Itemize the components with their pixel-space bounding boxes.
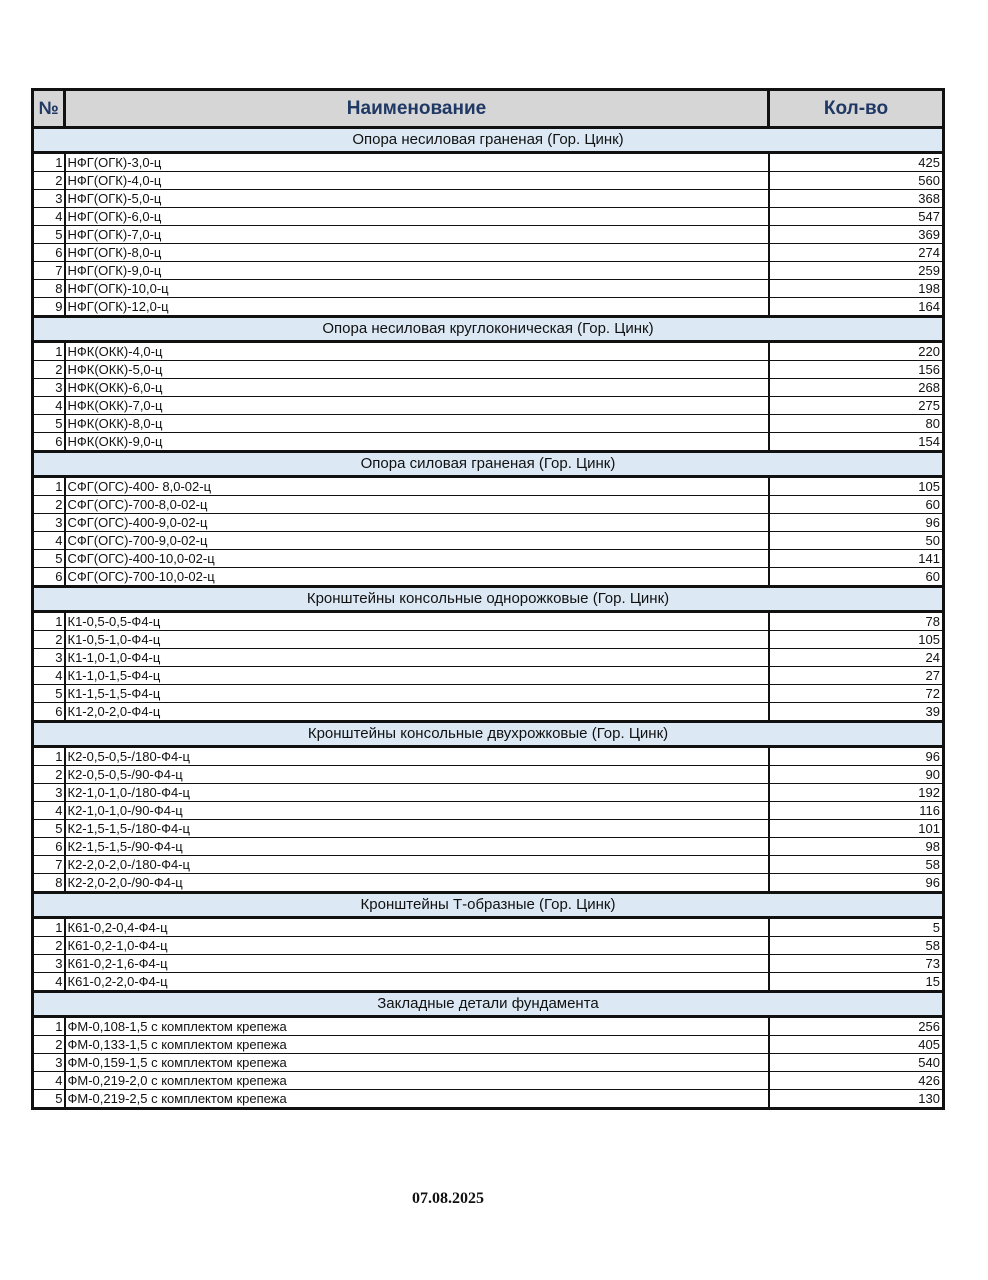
table-row [33, 937, 944, 955]
product-quantity: 425 [769, 153, 944, 172]
product-quantity: 369 [769, 226, 944, 244]
stock-sheet [31, 88, 942, 1110]
product-name: НФГ(ОГК)-10,0-ц [65, 280, 769, 298]
product-name: К1-0,5-0,5-Ф4-ц [65, 612, 769, 631]
section-header-row [33, 587, 944, 612]
table-row [33, 612, 944, 631]
row-number: 1 [33, 918, 65, 937]
row-number: 1 [33, 477, 65, 496]
row-number: 6 [33, 244, 65, 262]
table-row [33, 244, 944, 262]
product-quantity: 96 [769, 747, 944, 766]
table-row [33, 342, 944, 361]
document-date: 07.08.2025 [412, 1190, 484, 1207]
table-row [33, 379, 944, 397]
product-name: НФГ(ОГК)-5,0-ц [65, 190, 769, 208]
table-row [33, 172, 944, 190]
row-number: 4 [33, 802, 65, 820]
product-quantity: 154 [769, 433, 944, 452]
product-quantity: 275 [769, 397, 944, 415]
product-quantity: 78 [769, 612, 944, 631]
product-quantity: 192 [769, 784, 944, 802]
row-number: 9 [33, 298, 65, 317]
row-number: 3 [33, 379, 65, 397]
table-row [33, 550, 944, 568]
row-number: 5 [33, 685, 65, 703]
product-quantity: 39 [769, 703, 944, 722]
product-quantity: 274 [769, 244, 944, 262]
table-row [33, 496, 944, 514]
section-title: Кронштейны консольные однорожковые (Гор. Цинк) [33, 587, 944, 612]
section-header-row [33, 128, 944, 153]
product-name: НФК(ОКК)-4,0-ц [65, 342, 769, 361]
row-number: 5 [33, 226, 65, 244]
product-quantity: 540 [769, 1054, 944, 1072]
product-name: НФК(ОКК)-6,0-ц [65, 379, 769, 397]
product-name: НФК(ОКК)-8,0-ц [65, 415, 769, 433]
product-quantity: 268 [769, 379, 944, 397]
product-quantity: 27 [769, 667, 944, 685]
product-name: НФГ(ОГК)-6,0-ц [65, 208, 769, 226]
table-row [33, 190, 944, 208]
row-number: 6 [33, 838, 65, 856]
product-quantity: 141 [769, 550, 944, 568]
header-row [33, 90, 944, 128]
product-name: К2-0,5-0,5-/180-Ф4-ц [65, 747, 769, 766]
table-row [33, 477, 944, 496]
product-name: НФК(ОКК)-7,0-ц [65, 397, 769, 415]
product-quantity: 256 [769, 1017, 944, 1036]
row-number: 4 [33, 973, 65, 992]
product-name: К2-1,0-1,0-/180-Ф4-ц [65, 784, 769, 802]
table-row [33, 1072, 944, 1090]
product-quantity: 60 [769, 568, 944, 587]
product-quantity: 5 [769, 918, 944, 937]
table-row [33, 667, 944, 685]
row-number: 4 [33, 397, 65, 415]
product-quantity: 58 [769, 937, 944, 955]
row-number: 6 [33, 703, 65, 722]
product-name: К61-0,2-2,0-Ф4-ц [65, 973, 769, 992]
product-name: НФК(ОКК)-9,0-ц [65, 433, 769, 452]
table-row [33, 918, 944, 937]
row-number: 2 [33, 496, 65, 514]
product-quantity: 198 [769, 280, 944, 298]
product-name: К61-0,2-1,6-Ф4-ц [65, 955, 769, 973]
stock-table [31, 88, 945, 1110]
product-name: НФГ(ОГК)-8,0-ц [65, 244, 769, 262]
table-row [33, 280, 944, 298]
row-number: 1 [33, 1017, 65, 1036]
product-quantity: 24 [769, 649, 944, 667]
row-number: 2 [33, 766, 65, 784]
table-row [33, 747, 944, 766]
table-row [33, 1054, 944, 1072]
product-quantity: 156 [769, 361, 944, 379]
product-quantity: 164 [769, 298, 944, 317]
product-quantity: 58 [769, 856, 944, 874]
section-header-row [33, 893, 944, 918]
row-number: 3 [33, 190, 65, 208]
table-row [33, 766, 944, 784]
column-header-number: № [33, 90, 65, 128]
table-row [33, 514, 944, 532]
row-number: 7 [33, 262, 65, 280]
row-number: 4 [33, 1072, 65, 1090]
product-quantity: 426 [769, 1072, 944, 1090]
row-number: 4 [33, 208, 65, 226]
table-row [33, 838, 944, 856]
row-number: 7 [33, 856, 65, 874]
product-name: К1-0,5-1,0-Ф4-ц [65, 631, 769, 649]
table-row [33, 631, 944, 649]
product-quantity: 405 [769, 1036, 944, 1054]
row-number: 3 [33, 514, 65, 532]
product-name: К2-1,0-1,0-/90-Ф4-ц [65, 802, 769, 820]
table-row [33, 208, 944, 226]
table-row [33, 802, 944, 820]
section-header-row [33, 452, 944, 477]
section-header-row [33, 992, 944, 1017]
product-quantity: 560 [769, 172, 944, 190]
table-row [33, 856, 944, 874]
section-title: Опора несиловая круглоконическая (Гор. Цинк) [33, 317, 944, 342]
row-number: 2 [33, 1036, 65, 1054]
table-row [33, 784, 944, 802]
product-quantity: 105 [769, 631, 944, 649]
product-quantity: 90 [769, 766, 944, 784]
row-number: 2 [33, 361, 65, 379]
product-name: К1-1,5-1,5-Ф4-ц [65, 685, 769, 703]
row-number: 1 [33, 612, 65, 631]
table-row [33, 1036, 944, 1054]
product-quantity: 547 [769, 208, 944, 226]
table-row [33, 361, 944, 379]
product-name: К2-2,0-2,0-/180-Ф4-ц [65, 856, 769, 874]
product-quantity: 60 [769, 496, 944, 514]
product-name: НФК(ОКК)-5,0-ц [65, 361, 769, 379]
product-name: ФМ-0,219-2,0 с комплектом крепежа [65, 1072, 769, 1090]
row-number: 4 [33, 667, 65, 685]
product-quantity: 96 [769, 874, 944, 893]
section-header-row [33, 722, 944, 747]
section-title: Опора несиловая граненая (Гор. Цинк) [33, 128, 944, 153]
row-number: 3 [33, 649, 65, 667]
table-row [33, 649, 944, 667]
product-name: К61-0,2-0,4-Ф4-ц [65, 918, 769, 937]
product-quantity: 101 [769, 820, 944, 838]
product-name: К2-0,5-0,5-/90-Ф4-ц [65, 766, 769, 784]
table-row [33, 955, 944, 973]
product-name: СФГ(ОГС)-400- 8,0-02-ц [65, 477, 769, 496]
table-row [33, 1090, 944, 1109]
product-name: НФГ(ОГК)-3,0-ц [65, 153, 769, 172]
product-name: НФГ(ОГК)-12,0-ц [65, 298, 769, 317]
product-name: НФГ(ОГК)-9,0-ц [65, 262, 769, 280]
product-name: СФГ(ОГС)-400-10,0-02-ц [65, 550, 769, 568]
row-number: 6 [33, 568, 65, 587]
table-row [33, 153, 944, 172]
product-name: К1-2,0-2,0-Ф4-ц [65, 703, 769, 722]
row-number: 8 [33, 874, 65, 893]
row-number: 2 [33, 172, 65, 190]
section-title: Кронштейны консольные двухрожковые (Гор. Цинк) [33, 722, 944, 747]
row-number: 3 [33, 1054, 65, 1072]
product-name: К1-1,0-1,0-Ф4-ц [65, 649, 769, 667]
product-quantity: 116 [769, 802, 944, 820]
table-row [33, 874, 944, 893]
row-number: 4 [33, 532, 65, 550]
product-quantity: 220 [769, 342, 944, 361]
product-quantity: 105 [769, 477, 944, 496]
product-name: К2-2,0-2,0-/90-Ф4-ц [65, 874, 769, 893]
section-header-row [33, 317, 944, 342]
product-quantity: 80 [769, 415, 944, 433]
row-number: 2 [33, 631, 65, 649]
product-name: ФМ-0,159-1,5 с комплектом крепежа [65, 1054, 769, 1072]
row-number: 1 [33, 342, 65, 361]
section-title: Опора силовая граненая (Гор. Цинк) [33, 452, 944, 477]
table-row [33, 973, 944, 992]
product-quantity: 50 [769, 532, 944, 550]
table-row [33, 703, 944, 722]
row-number: 5 [33, 820, 65, 838]
table-row [33, 262, 944, 280]
product-name: ФМ-0,108-1,5 с комплектом крепежа [65, 1017, 769, 1036]
product-name: НФГ(ОГК)-7,0-ц [65, 226, 769, 244]
table-body [33, 128, 944, 1109]
table-row [33, 820, 944, 838]
table-header [33, 90, 944, 128]
product-name: К2-1,5-1,5-/180-Ф4-ц [65, 820, 769, 838]
product-quantity: 368 [769, 190, 944, 208]
section-title: Кронштейны Т-образные (Гор. Цинк) [33, 893, 944, 918]
table-row [33, 298, 944, 317]
column-header-quantity: Кол-во [769, 90, 944, 128]
table-row [33, 568, 944, 587]
product-quantity: 96 [769, 514, 944, 532]
row-number: 5 [33, 550, 65, 568]
product-name: СФГ(ОГС)-700-8,0-02-ц [65, 496, 769, 514]
product-name: СФГ(ОГС)-400-9,0-02-ц [65, 514, 769, 532]
row-number: 3 [33, 955, 65, 973]
row-number: 1 [33, 747, 65, 766]
product-name: НФГ(ОГК)-4,0-ц [65, 172, 769, 190]
product-name: СФГ(ОГС)-700-10,0-02-ц [65, 568, 769, 587]
table-row [33, 415, 944, 433]
column-header-name: Наименование [65, 90, 769, 128]
row-number: 5 [33, 1090, 65, 1109]
product-name: СФГ(ОГС)-700-9,0-02-ц [65, 532, 769, 550]
table-row [33, 532, 944, 550]
product-quantity: 15 [769, 973, 944, 992]
row-number: 3 [33, 784, 65, 802]
product-name: К61-0,2-1,0-Ф4-ц [65, 937, 769, 955]
product-name: К2-1,5-1,5-/90-Ф4-ц [65, 838, 769, 856]
table-row [33, 397, 944, 415]
product-quantity: 72 [769, 685, 944, 703]
product-name: К1-1,0-1,5-Ф4-ц [65, 667, 769, 685]
row-number: 6 [33, 433, 65, 452]
product-quantity: 259 [769, 262, 944, 280]
product-name: ФМ-0,133-1,5 с комплектом крепежа [65, 1036, 769, 1054]
product-quantity: 130 [769, 1090, 944, 1109]
row-number: 2 [33, 937, 65, 955]
table-row [33, 433, 944, 452]
row-number: 1 [33, 153, 65, 172]
row-number: 5 [33, 415, 65, 433]
table-row [33, 685, 944, 703]
product-quantity: 98 [769, 838, 944, 856]
table-row [33, 1017, 944, 1036]
product-name: ФМ-0,219-2,5 с комплектом крепежа [65, 1090, 769, 1109]
product-quantity: 73 [769, 955, 944, 973]
table-row [33, 226, 944, 244]
section-title: Закладные детали фундамента [33, 992, 944, 1017]
row-number: 8 [33, 280, 65, 298]
